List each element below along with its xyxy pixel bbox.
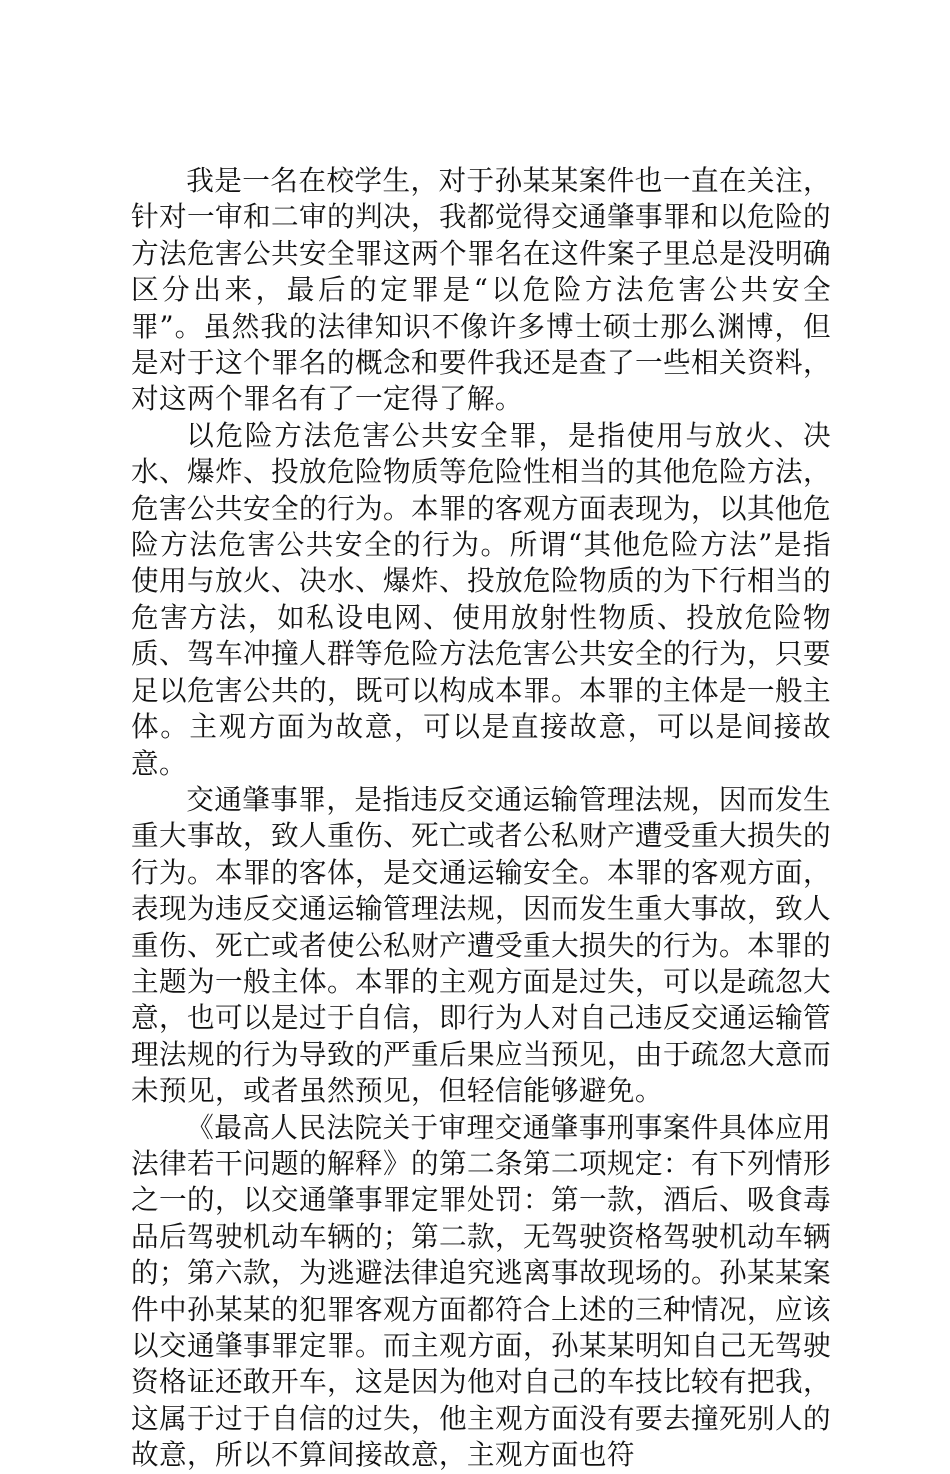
document-body xyxy=(131,163,831,1474)
paragraph-traffic-accident-crime: 交通肇事罪，是指违反交通运输管理法规，因而发生重大事故，致人重伤、死亡或者公私财产遭受重大损失的行为。本罪的客体，是交通运输安全。本罪的客观方面，表现为违反交通运输管理法规，因而发生重大事故，致人重伤、死亡或者使公私财产遭受重大损失的行为。本罪的主题为一般主体。本罪的主观方面是过失，可以是疏忽大意，也可以是过于自信，即行为人对自己违反交通运输管理法规的行为导致的严重后果应当预见，由于疏忽大意而未预见，或者虽然预见，但轻信能够避免。 xyxy=(131,782,831,1108)
paragraph-intro: 我是一名在校学生，对于孙某某案件也一直在关注，针对一审和二审的判决，我都觉得交通肇事罪和以危险的方法危害公共安全罪这两个罪名在这件案子里总是没明确区分出来，最后的定罪是“以危险方法危害公共安全罪”。虽然我的法律知识不像许多博士硕士那么渊博，但是对于这个罪名的概念和要件我还是查了一些相关资料，对这两个罪名有了一定得了解。 xyxy=(131,164,831,416)
paragraph-dangerous-method-crime: 以危险方法危害公共安全罪，是指使用与放火、决水、爆炸、投放危险物质等危险性相当的其他危险方法，危害公共安全的行为。本罪的客观方面表现为，以其他危险方法危害公共安全的行为。所谓“其他危险方法”是指使用与放火、决水、爆炸、投放危险物质的为下行相当的危害方法，如私设电网、使用放射性物质、投放危险物质、驾车冲撞人群等危险方法危害公共安全的行为，只要足以危害公共的，既可以构成本罪。本罪的主体是一般主体。主观方面为故意，可以是直接故意，可以是间接故意。 xyxy=(131,418,831,780)
paragraph-judicial-interpretation: 《最高人民法院关于审理交通肇事刑事案件具体应用法律若干问题的解释》的第二条第二项规定：有下列情形之一的，以交通肇事罪定罪处罚：第一款，酒后、吸食毒品后驾驶机动车辆的；第二款，无驾驶资格驾驶机动车辆的；第六款，为逃避法律追究逃离事故现场的。孙某某案件中孙某某的犯罪客观方面都符合上述的三种情况，应该以交通肇事罪定罪。而主观方面，孙某某明知自己无驾驶资格证还敢开车，这是因为他对自己的车技比较有把我，这属于过于自信的过失，他主观方面没有要去撞死别人的故意，所以不算间接故意，主观方面也符 xyxy=(131,1110,831,1472)
